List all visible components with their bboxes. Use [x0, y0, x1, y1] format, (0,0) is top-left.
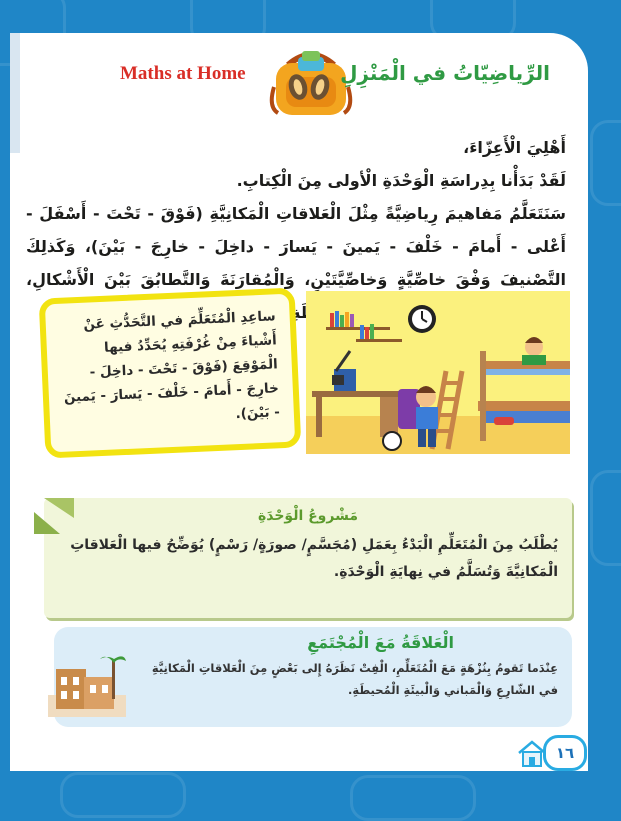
project-text: يُطْلَبُ مِنَ الْمُتَعَلِّمِ الْبَدْءُ بِعَمَلِ (مُجَسَّمٍ/ صورَةٍ/ رَسْمٍ) يُوَضِّحُ فيها الْعَلاقاتِ الْمَكانِيَّةَ وَتُسَلَّمُ في نِهايَةِ الْوَحْدَةِ.	[70, 537, 558, 580]
background-decoration	[350, 775, 476, 821]
title-arabic: الرِّياضِيّاتُ في الْمَنْزِلِ	[340, 61, 550, 85]
title-english: Maths at Home	[120, 63, 246, 84]
bedroom-illustration	[306, 291, 570, 454]
project-title: مَشْروعُ الْوَحْدَةِ	[257, 508, 359, 524]
background-decoration	[590, 470, 621, 566]
activity-card	[39, 287, 302, 458]
community-card	[54, 627, 572, 727]
page-number-badge	[517, 735, 587, 771]
buildings-illustration	[48, 645, 126, 717]
activity-text: ساعِدِ الْمُتَعَلِّمَ في التَّحَدُّثِ عَنْ أَشْياءَ مِنْ غُرْفَتِهِ يُحَدِّدُ فيها الْمَوْقِعَ (فَوْقَ - تَحْتَ - داخِلَ - خارِجَ - أَمامَ - خَلْفَ - يَسارَ - يَمينَ - بَيْنَ).	[63, 308, 281, 423]
page-number: ١٦	[543, 735, 587, 771]
intro-line-1: لَقَدْ بَدَأْنا بِدِراسَةِ الْوَحْدَةِ الْأولى مِنَ الْكِتابِ.	[236, 171, 566, 190]
page	[10, 33, 588, 771]
left-strip	[10, 33, 20, 153]
community-text: عِنْدَما تَقومُ بِنُزْهَةٍ مَعَ الْمُتَعَلِّمِ، الْفِتْ نَظَرَهُ إِلى بَعْضٍ مِنَ الْعَلاقاتِ الْمَكانِيَّةِ في الشّارِعِ وَالْمَباني وَالْبيئَةِ الْمُحيطَةِ.	[151, 661, 558, 697]
background-decoration	[590, 120, 621, 206]
clock-icon	[408, 305, 436, 333]
unit-project-card	[44, 498, 572, 618]
intro-line-2: سَنَتَعَلَّمُ مَفاهيمَ رِياضِيَّةً مِثْلَ الْعَلاقاتِ الْمَكانِيَّةِ (فَوْقَ - تَحْتَ - أَسْفَلَ - أَعْلى - أَمامَ - خَلْفَ - يَمينَ - يَسارَ - داخِلَ - خارِجَ - بَيْنَ)، وَكَذلِكَ التَّصْنيفَ وَفْقَ خاصِّيَّةٍ وَخاصِّيَّتَيْنِ، وَالْمُقارَنَةَ وَالتَّطابُقَ بَيْنَ الْأَشْكالِ،	[26, 204, 566, 289]
greeting: أَهْلِيَ الْأَعِزّاءَ،	[463, 138, 566, 157]
background-decoration	[60, 772, 186, 818]
header	[110, 53, 550, 119]
community-title: الْعَلاقَةُ مَعَ الْمُجْتَمَعِ	[307, 633, 454, 652]
